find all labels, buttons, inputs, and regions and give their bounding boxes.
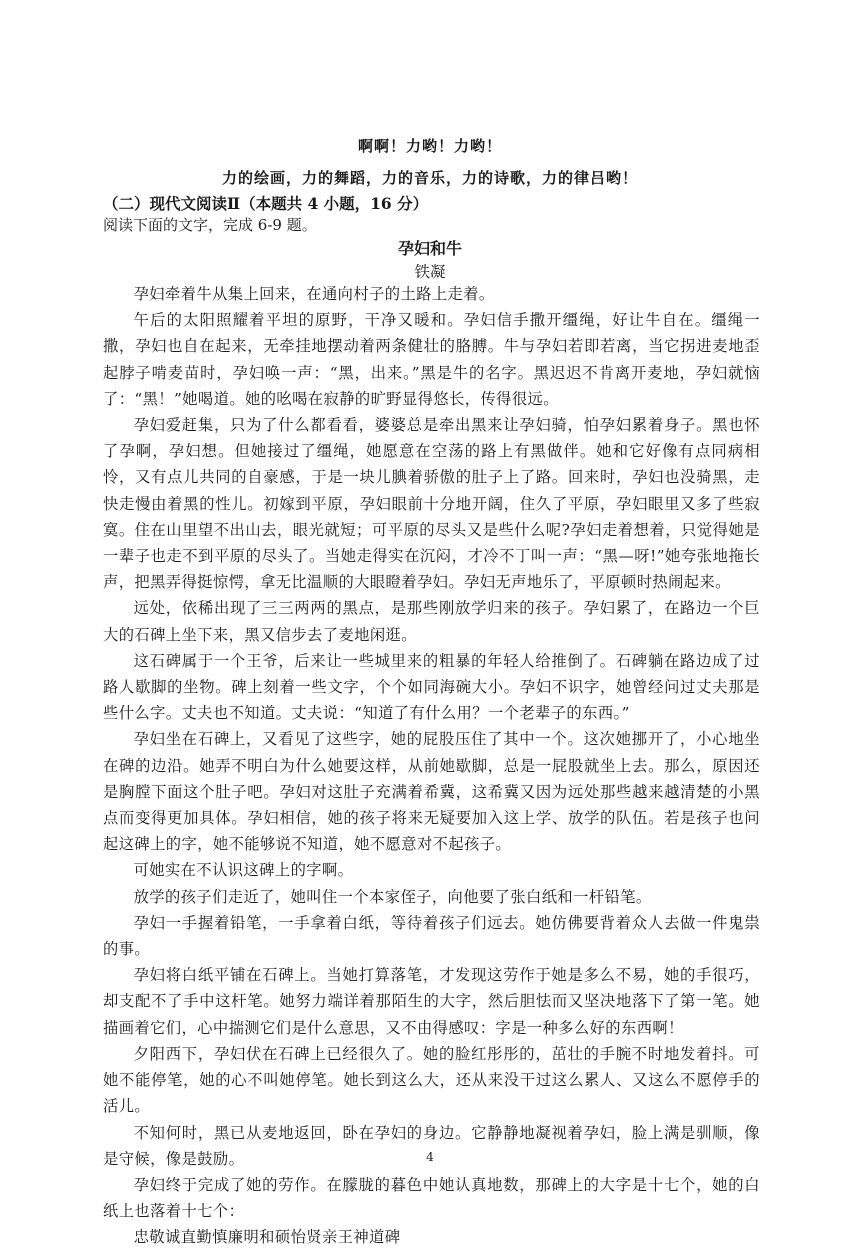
article-title: 孕妇和牛 xyxy=(397,239,462,258)
article-body xyxy=(103,281,760,1251)
paragraph: 孕妇坐在石碑上，又看见了这些字，她的屁股压住了其中一个。这次她挪开了，小心地坐在碑的边沿。她弄不明白为什么她要这样，从前她歇脚，总是一屁股就坐上去。那么，原因还是胸膛下面这个肚子吧。孕妇对这肚子充满着希冀，这希冀又因为远处那些越来越清楚的小黑点而变得更加具体。孕妇相信，她的孩子将来无疑要加入这上学、放学的队伍。若是孩子也问起这碑上的字，她不能够说不知道，她不愿意对不起孩子。 xyxy=(103,730,760,854)
page-number: 4 xyxy=(426,1150,434,1164)
paragraph: 孕妇牵着牛从集上回来，在通向村子的土路上走着。 xyxy=(133,285,495,303)
paragraph: 这石碑属于一个王爷，后来让一些城里来的粗暴的年轻人给推倒了。石碑躺在路边成了过路人歇脚的坐物。碑上刻着一些文字，个个如同海碗大小。孕妇不识字，她曾经问过丈夫那是些什么字。丈夫也不知道。丈夫说：“知道了有什么用？一个老辈子的东西。” xyxy=(103,651,760,723)
section-instruction: 阅读下面的文字，完成 6-9 题。 xyxy=(103,216,317,234)
poem-line-2: 力的绘画，力的舞蹈，力的音乐，力的诗歌，力的律吕哟！ xyxy=(221,169,638,187)
paragraph: 孕妇终于完成了她的劳作。在朦胧的暮色中她认真地数，那碑上的大字是十七个，她的白纸上也落着十七个： xyxy=(103,1175,760,1221)
section-heading: （二）现代文阅读Ⅱ（本题共 4 小题，16 分） xyxy=(103,194,429,213)
paragraph: 远处，依稀出现了三三两两的黑点，是那些刚放学归来的孩子。孕妇累了，在路边一个巨大的石碑上坐下来，黑又信步去了麦地闲逛。 xyxy=(103,599,760,644)
paragraph: 放学的孩子们走近了，她叫住一个本家侄子，向他要了张白纸和一杆铅笔。 xyxy=(133,887,652,906)
poem-line-1: 啊啊！力哟！力哟！ xyxy=(357,137,502,155)
paragraph: 孕妇一手握着铅笔，一手拿着白纸，等待着孩子们远去。她仿佛要背着众人去做一件鬼祟的事。 xyxy=(103,913,760,959)
paragraph: 夕阳西下，孕妇伏在石碑上已经很久了。她的脸红彤彤的，茁壮的手腕不时地发着抖。可她不能停笔，她的心不叫她停笔。她长到这么大，还从来没干过这么累人、又这么不愿停手的活儿。 xyxy=(103,1044,760,1116)
article-author: 铁凝 xyxy=(414,263,446,281)
paragraph: 午后的太阳照耀着平坦的原野，干净又暖和。孕妇信手撒开缰绳，好让牛自在。缰绳一撒，孕妇也自在起来，无牵挂地摆动着两条健壮的胳膊。牛与孕妇若即若离，当它拐进麦地歪起脖子啃麦苗时，孕妇唤一声：“黑，出来。”黑是牛的名字。黑迟迟不肯离开麦地，孕妇就恼了：“黑！”她喝道。她的吆喝在寂静的旷野显得悠长，传得很远。 xyxy=(103,311,760,408)
paragraph: 不知何时，黑已从麦地返回，卧在孕妇的身边。它静静地凝视着孕妇，脸上满是驯顺，像是守候，像是鼓励。 xyxy=(103,1123,760,1168)
paragraph: 可她实在不认识这碑上的字啊。 xyxy=(133,861,354,880)
stele-inscription: 忠敬诚直勤慎廉明和硕怡贤亲王神道碑 xyxy=(133,1228,401,1247)
paragraph: 孕妇爱赶集，只为了什么都看看，婆婆总是牵出黑来让孕妇骑，怕孕妇累着身子。黑也怀了孕啊，孕妇想。但她接过了缰绳，她愿意在空荡的路上有黑做伴。她和它好像有点同病相怜，又有点儿共同的自豪感，于是一块儿腆着骄傲的肚子上了路。回来时，孕妇也没骑黑，走快走慢由着黑的性儿。初嫁到平原，孕妇眼前十分地开阔，住久了平原，孕妇眼里又多了些寂寞。住在山里望不出山去，眼光就短；可平原的尽头又是些什么呢?孕妇走着想着，只觉得她是一辈子也走不到平原的尽头了。当她走得实在沉闷，才冷不丁叫一声：“黑—呀!”她夸张地拖长声，把黑弄得挺惊愕，拿无比温顺的大眼瞪着孕妇。孕妇无声地乐了，平原顿时热闹起来。 xyxy=(103,416,760,592)
paragraph: 孕妇将白纸平铺在石碑上。当她打算落笔，才发现这劳作于她是多么不易，她的手很巧，却支配不了手中这杆笔。她努力端详着那陌生的大字，然后胆怯而又坚决地落下了第一笔。她描画着它们，心中揣测它们是什么意思，又不由得感叹：字是一种多么好的东西啊！ xyxy=(103,966,760,1037)
